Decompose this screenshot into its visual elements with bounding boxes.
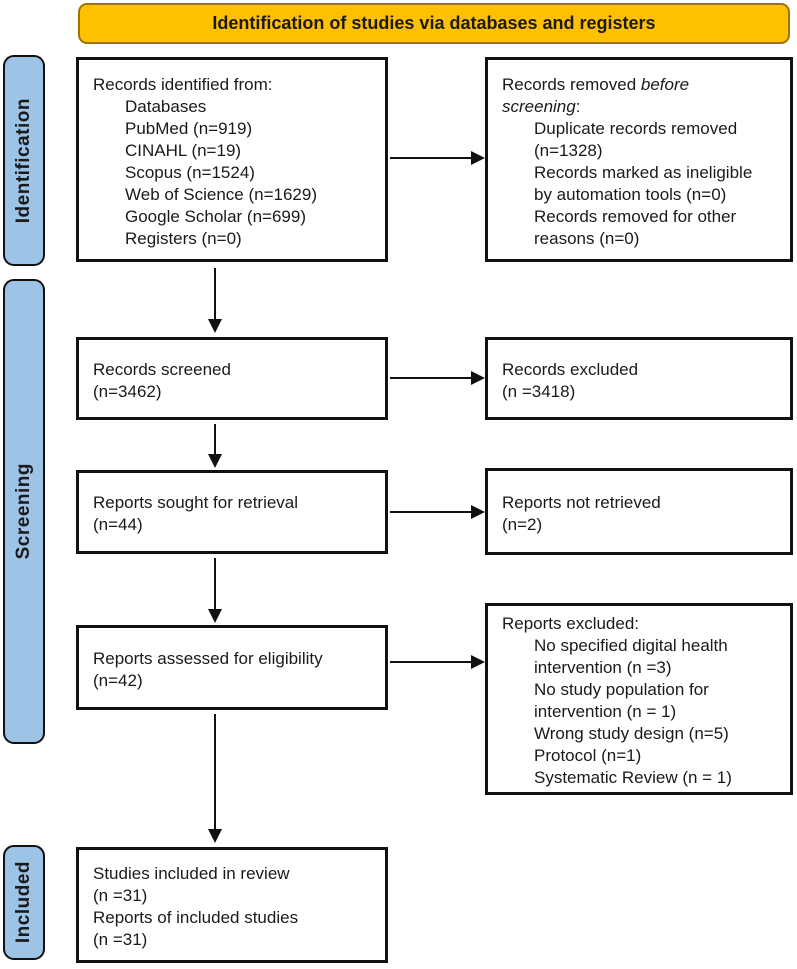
box-text-line: Studies included in review: [93, 864, 290, 883]
box-text-line: CINAHL (n=19): [125, 140, 242, 160]
box-text-line: Wrong study design (n=5): [534, 724, 729, 743]
box-text-line: Google Scholar (n=699): [125, 206, 306, 226]
diagram-title: Identification of studies via databases and registers: [212, 13, 656, 33]
stage-label-screening: [3, 279, 45, 744]
box-text-line: Records removed before: [502, 74, 690, 94]
box-text-line: intervention (n =3): [534, 658, 672, 677]
box-text-line: Protocol (n=1): [534, 746, 642, 765]
box-reports-not-retrieved: [485, 468, 793, 555]
box-text-line: Records identified from:: [93, 74, 273, 94]
box-text-line: (n=42): [93, 670, 143, 690]
box-records-identified: [76, 57, 388, 262]
box-reports-assessed-for-eligibility: [76, 625, 388, 710]
stage-label-included-text: Included: [13, 861, 34, 944]
box-text-line: No study population for: [534, 680, 709, 699]
box-text-line: Duplicate records removed: [534, 118, 738, 138]
arrow-screened-to-sought: [214, 424, 216, 455]
box-reports-excluded: [485, 603, 793, 795]
box-text-line: (n=3462): [93, 381, 162, 401]
box-text-line: Databases: [125, 96, 207, 116]
box-records-excluded: [485, 337, 793, 420]
box-text-line: Records excluded: [502, 359, 639, 379]
box-text-line: Reports assessed for eligibility: [93, 648, 323, 668]
box-text-line: Registers (n=0): [125, 228, 242, 248]
box-text-line: Web of Science (n=1629): [125, 184, 317, 204]
diagram-title-banner: [78, 3, 790, 44]
box-studies-included-in-review: [76, 847, 388, 963]
box-text-line: screening:: [502, 96, 581, 116]
arrow-identified-to-removed: [390, 157, 472, 159]
box-text-line: Reports not retrieved: [502, 492, 661, 512]
stage-label-included: [3, 845, 45, 960]
arrow-assessed-to-reports-excluded: [390, 661, 472, 663]
arrow-sought-to-not-retrieved: [390, 511, 472, 513]
box-text-line: (n=2): [502, 514, 543, 534]
stage-label-identification: [3, 55, 45, 266]
box-text-line: by automation tools (n=0): [534, 184, 727, 204]
box-text-line: No specified digital health: [534, 636, 728, 655]
box-text-line: (n=44): [93, 515, 143, 534]
box-text-line: Reports of included studies: [93, 908, 299, 927]
box-text-line: reasons (n=0): [534, 228, 640, 248]
box-records-screened: [76, 337, 388, 420]
box-text-line: Records marked as ineligible: [534, 162, 753, 182]
box-text-line: (n =3418): [502, 381, 576, 401]
arrow-screened-to-excluded: [390, 377, 472, 379]
stage-label-screening-text: Screening: [13, 463, 34, 560]
box-text-line: PubMed (n=919): [125, 118, 253, 138]
box-text-line: (n =31): [93, 930, 148, 949]
box-text-line: Scopus (n=1524): [125, 162, 255, 182]
box-text-line: (n =31): [93, 886, 148, 905]
arrow-assessed-to-included: [214, 714, 216, 830]
stage-label-identification-text: Identification: [13, 97, 34, 224]
box-text-line: Records removed for other: [534, 206, 737, 226]
box-text-line: Systematic Review (n = 1): [534, 768, 732, 787]
box-text-line: Records screened: [93, 359, 231, 379]
arrow-sought-to-assessed: [214, 558, 216, 610]
arrow-identified-to-screened: [214, 268, 216, 320]
box-text-line: (n=1328): [534, 140, 603, 160]
box-text-line: intervention (n = 1): [534, 702, 677, 721]
box-reports-sought-for-retrieval: [76, 470, 388, 554]
box-text-line: Reports excluded:: [502, 614, 640, 633]
box-records-removed-before-screening: [485, 57, 793, 262]
box-text-line: Reports sought for retrieval: [93, 493, 299, 512]
